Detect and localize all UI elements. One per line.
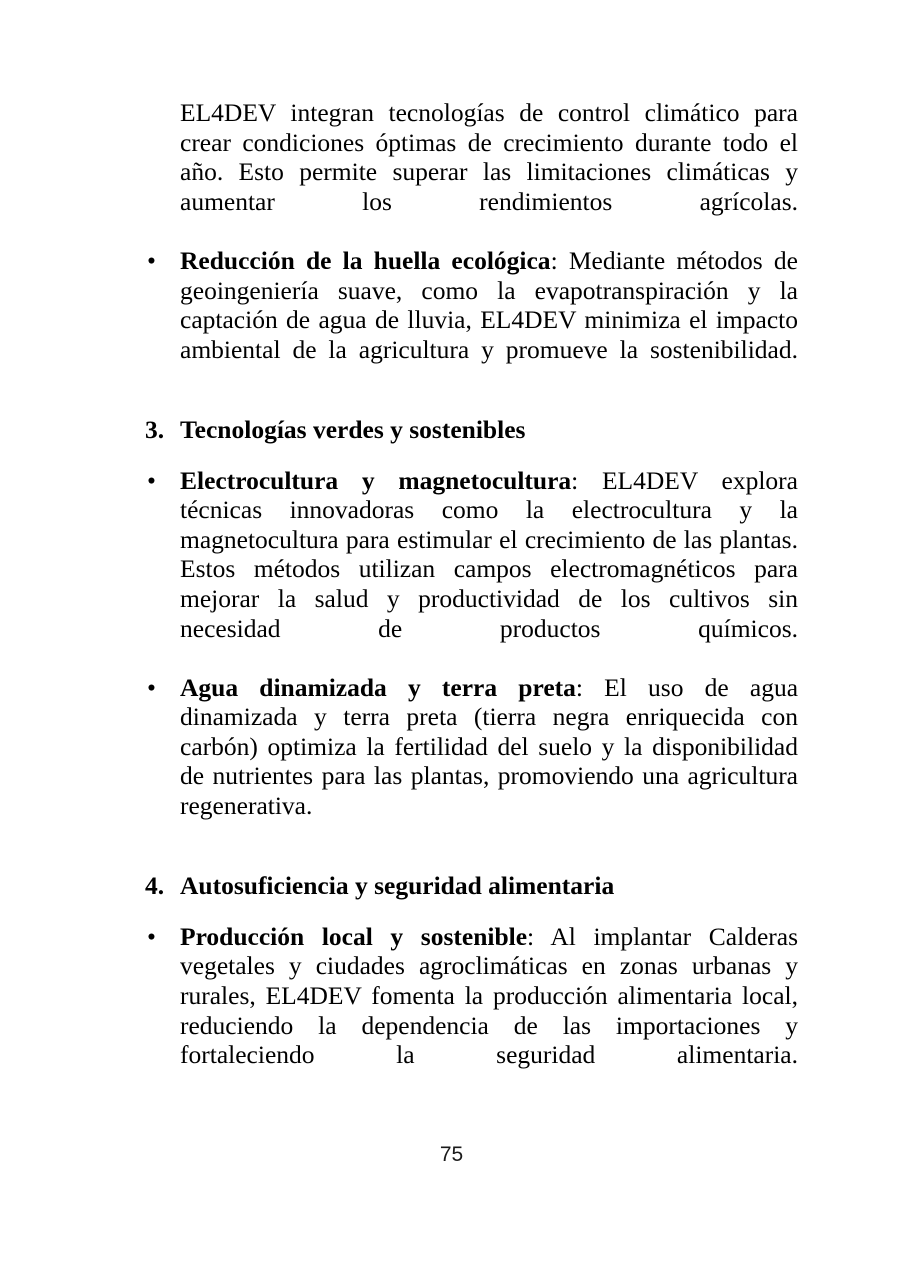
list-item-lead: Electrocultura y magnetocultura xyxy=(180,465,572,495)
bullet-marker-icon: • xyxy=(147,245,156,275)
section-number: 3. xyxy=(145,414,165,444)
list-item-body: : Al implantar Calderas vegetales y ciudades agroclimáticas en zonas urbanas y rurales, EL4DEV fomenta la producción alimentaria local, reduciendo la dependencia de las importaciones y fortaleciendo la seguridad alimentaria. xyxy=(180,921,798,1070)
section-title: Tecnologías verdes y sostenibles xyxy=(180,414,526,444)
spacer xyxy=(145,850,798,871)
list-item-lead: Agua dinamizada y terra preta xyxy=(180,672,576,702)
list-item xyxy=(147,921,798,1100)
spacer xyxy=(145,394,798,415)
list-item xyxy=(147,465,798,673)
paragraph-continuation: EL4DEV integran tecnologías de control climático para crear condiciones óptimas de crecimiento durante todo el año. Esto permite superar las limitaciones climáticas y aumentar los rendimientos agrícolas. xyxy=(180,98,798,216)
section-title: Autosuficiencia y seguridad alimentaria xyxy=(180,871,615,901)
section-number: 4. xyxy=(145,871,165,901)
list-item-text xyxy=(180,673,798,851)
section-heading-3 xyxy=(145,414,798,445)
list-item-body: : El uso de agua dinamizada y terra preta (tierra negra enriquecida con carbón) optimiza la fertilidad del suelo y la disponibilidad de nutrientes para las plantas, promoviendo una agricultura regenerativa. xyxy=(180,672,799,821)
section-heading-4 xyxy=(145,871,798,901)
bullet-marker-icon: • xyxy=(147,672,156,702)
bullet-marker-icon: • xyxy=(147,465,156,495)
spacer xyxy=(145,445,798,466)
page-content xyxy=(145,98,798,1099)
list-item xyxy=(147,672,799,851)
list-item-text xyxy=(180,466,798,673)
list-item-text xyxy=(180,246,798,394)
list-item-body: : Mediante métodos de geoingeniería suave, como la evapotranspiración y la captación de agua de lluvia, EL4DEV minimiza el impacto ambiental de la agricultura y promueve la sostenibilidad. xyxy=(180,245,798,364)
list-item-lead: Producción local y sostenible xyxy=(180,921,528,951)
list-item-text xyxy=(180,922,798,1100)
spacer xyxy=(145,901,798,922)
list-item-lead: Reducción de la huella ecológica xyxy=(180,245,551,275)
list-item xyxy=(147,245,798,394)
page-number: 75 xyxy=(439,1143,464,1166)
bullet-marker-icon: • xyxy=(147,921,156,951)
list-item-body: : EL4DEV explora técnicas innovadoras como la electrocultura y la magnetocultura para estimular el crecimiento de las plantas. Estos métodos utilizan campos electromagnéticos para mejorar la salud y productividad de los cultivos sin necesidad de productos químicos. xyxy=(180,465,798,643)
